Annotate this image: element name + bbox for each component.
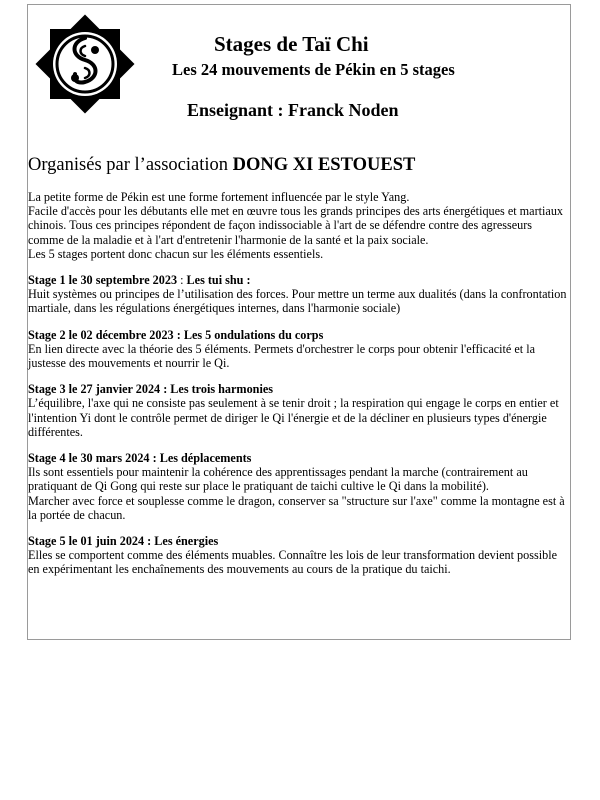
stage-topic: Les 5 ondulations du corps <box>183 327 324 342</box>
stage-description: Ils sont essentiels pour maintenir la cohérence des apprentissages pendant la marche (contrairement au pratiquant de Qi Gong qui reste sur place le pratiquant de taichi cultive le Qi dans la mobilité). <box>28 465 528 494</box>
stage-5 <box>28 534 568 577</box>
stage-description: Elles se comportent comme des éléments muables. Connaître les lois de leur transformation devient possible en expérimentant les enchaînements des mouvements au cours de la pratique du taichi. <box>28 548 558 577</box>
stage-description: Huit systèmes ou principes de l’utilisation des forces. Pour mettre un terme aux dualités (dans la confrontation martiale, dans les régulations énergétiques internes, dans l'harmonie sociale) <box>28 287 567 316</box>
intro-paragraph: Facile d'accès pour les débutants elle met en œuvre tous les grands principes des arts énergétiques et martiaux chinois. Tous ces principes répondent de façon indissociable à l'art de se défendre contre des agresseurs comme de la maladie et à l'art d'entretenir l'harmonie de la santé et la paix sociale. <box>28 204 564 247</box>
intro-section <box>28 190 568 261</box>
stage-heading <box>28 273 568 287</box>
intro-paragraph: La petite forme de Pékin est une forme fortement influencée par le style Yang. <box>28 190 410 204</box>
page-subtitle: Les 24 mouvements de Pékin en 5 stages <box>172 60 455 79</box>
stage-date: Stage 5 le 01 juin 2024 <box>28 534 145 549</box>
stage-date: Stage 3 le 27 janvier 2024 <box>28 382 161 397</box>
teacher-line: Enseignant : Franck Noden <box>187 100 399 120</box>
organizer-prefix: Organisés par l’association <box>28 155 229 175</box>
stage-date: Stage 1 le 30 septembre 2023 <box>28 273 178 288</box>
stage-heading <box>28 328 568 342</box>
stage-description: En lien directe avec la théorie des 5 éléments. Permets d'orchestrer le corps pour obtenir l'efficacité et la justesse des mouvements et nourrir le Qi. <box>28 341 536 371</box>
intro-paragraph: Les 5 stages portent donc chacun sur les éléments essentiels. <box>28 246 324 261</box>
document-body <box>28 190 568 577</box>
stage-separator: : <box>144 534 155 549</box>
stage-topic: Les énergies <box>154 534 219 549</box>
stage-1 <box>28 273 568 316</box>
stage-date: Stage 4 le 30 mars 2024 <box>28 451 150 466</box>
stage-heading <box>28 382 568 396</box>
stage-description: L’équilibre, l'axe qui ne consiste pas seulement à se tenir droit ; la respiration qui engage le corps en entier et l'intention Yi dont le contrôle permet de diriger le Qi l'énergie et de la décliner en plusieurs types d'énergie différentes. <box>28 396 559 439</box>
yin-yang-spiral-emblem-icon <box>33 12 137 116</box>
stage-separator: : <box>160 382 171 397</box>
stage-date: Stage 2 le 02 décembre 2023 <box>28 327 174 342</box>
page-title: Stages de Taï Chi <box>214 32 369 56</box>
stage-3 <box>28 382 568 439</box>
stage-2 <box>28 328 568 371</box>
stage-separator: : <box>173 327 184 342</box>
stage-separator: : <box>177 273 187 288</box>
stage-heading <box>28 451 568 465</box>
organizer-name: DONG XI ESTOUEST <box>232 155 416 175</box>
stage-heading <box>28 534 568 548</box>
stage-topic: Les déplacements <box>159 451 252 466</box>
organizer-line <box>28 155 415 176</box>
stage-topic: Les trois harmonies <box>170 382 273 397</box>
stage-description: Marcher avec force et souplesse comme le dragon, conserver sa "structure sur l'axe" comme la montagne est à la portée de chacun. <box>28 493 565 522</box>
stage-topic: Les tui shu : <box>186 273 251 288</box>
stage-separator: : <box>149 451 160 466</box>
stage-4 <box>28 451 568 522</box>
